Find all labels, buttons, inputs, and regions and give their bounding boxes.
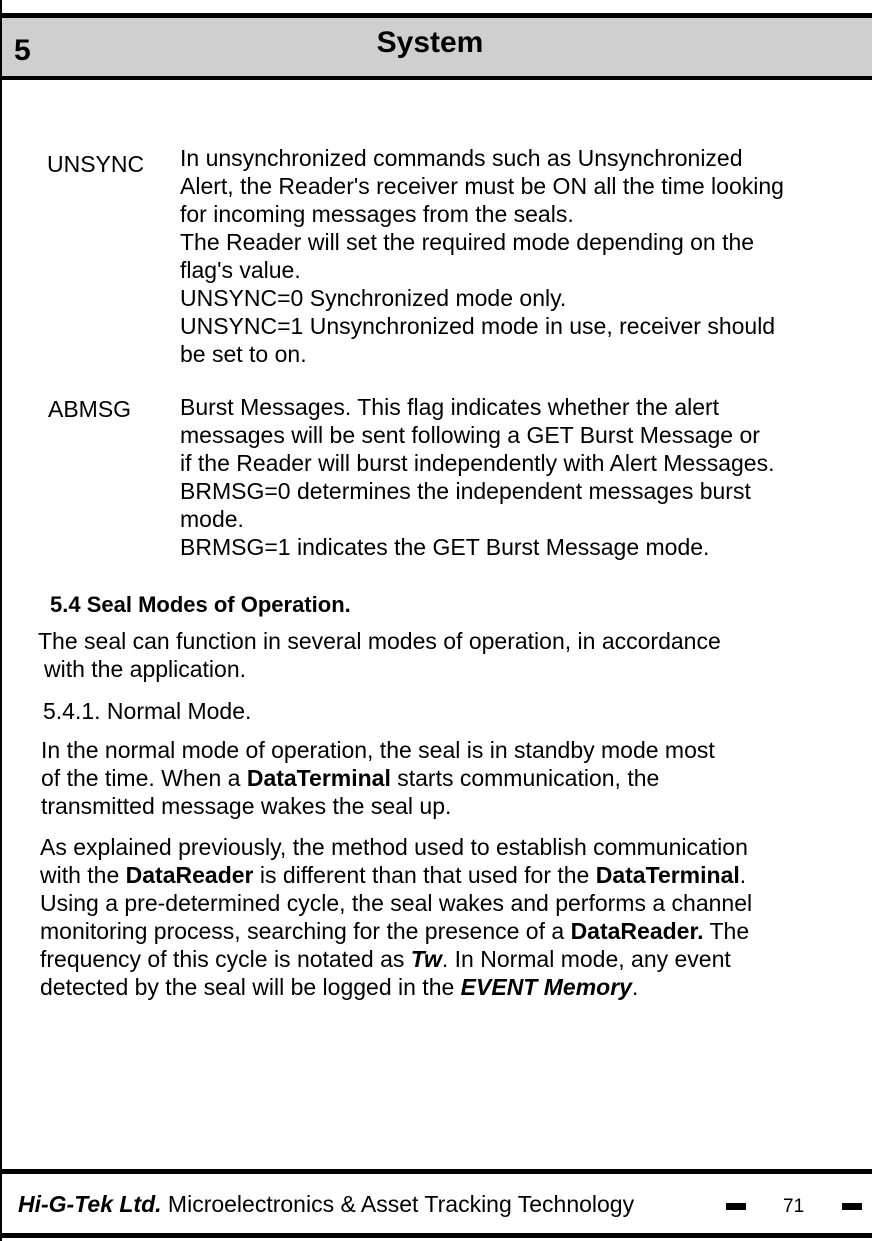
- text-line: if the Reader will burst independently with Alert Messages.: [180, 450, 775, 476]
- text-line: for incoming messages from the seals.: [180, 201, 574, 227]
- page-number: 71: [783, 1196, 805, 1217]
- term-event-memory: EVENT Memory: [460, 974, 632, 1000]
- footer-company: [18, 1191, 634, 1218]
- term-tw: Tw: [410, 946, 442, 972]
- intro-line: The seal can function in several modes of operation, in accordance: [38, 628, 721, 654]
- text-line: monitoring process, searching for the presence of a DataReader. The: [40, 918, 750, 944]
- company-tagline: Microelectronics & Asset Tracking Technology: [161, 1191, 635, 1217]
- footer-dash-right: [842, 1203, 862, 1210]
- intro-line: with the application.: [44, 656, 247, 682]
- definition-term-abmsg: ABMSG: [48, 396, 132, 422]
- text-line: The Reader will set the required mode depending on the: [180, 229, 755, 255]
- text-line: detected by the seal will be logged in the EVENT Memory.: [40, 974, 639, 1000]
- text-line: BRMSG=0 determines the independent messages burst: [180, 478, 751, 504]
- text-line: mode.: [180, 506, 244, 532]
- text-line: BRMSG=1 indicates the GET Burst Message mode.: [180, 534, 710, 560]
- text-line: flag's value.: [180, 257, 301, 283]
- text-line: frequency of this cycle is notated as Tw. In Normal mode, any event: [40, 946, 731, 972]
- header-bottom-rule: [2, 76, 872, 80]
- footer-dash-left: [726, 1203, 746, 1210]
- company-name: Hi-G-Tek Ltd.: [18, 1191, 162, 1217]
- text-line: In unsynchronized commands such as Unsynchronized: [180, 145, 743, 171]
- footer-top-rule: [2, 1169, 872, 1174]
- text-line: In the normal mode of operation, the seal is in standby mode most: [41, 737, 715, 763]
- section-heading: 5.4 Seal Modes of Operation.: [50, 592, 351, 617]
- subsection-heading: 5.4.1. Normal Mode.: [43, 698, 252, 724]
- definition-term-unsync: UNSYNC: [47, 151, 145, 177]
- term-dataterminal: DataTerminal: [246, 765, 391, 791]
- page-title: System: [376, 26, 484, 59]
- text-line: messages will be sent following a GET Burst Message or: [180, 422, 760, 448]
- text-line: with the DataReader is different than that used for the DataTerminal.: [40, 862, 747, 888]
- term-datareader: DataReader: [125, 862, 254, 888]
- text-line: be set to on.: [180, 341, 307, 367]
- text-line: Burst Messages. This flag indicates whether the alert: [180, 394, 720, 420]
- text-line: of the time. When a DataTerminal starts communication, the: [41, 765, 660, 791]
- text-line: UNSYNC=1 Unsynchronized mode in use, receiver should: [180, 313, 776, 339]
- text-line: As explained previously, the method used to establish communication: [40, 834, 748, 860]
- text-line: Alert, the Reader's receiver must be ON all the time looking: [180, 173, 784, 199]
- text-line: UNSYNC=0 Synchronized mode only.: [180, 285, 567, 311]
- text-line: transmitted message wakes the seal up.: [41, 793, 452, 819]
- term-datareader: DataReader.: [570, 918, 704, 944]
- footer-bottom-rule: [2, 1233, 872, 1238]
- page-frame-left: [0, 0, 2, 1241]
- term-dataterminal: DataTerminal: [595, 862, 740, 888]
- text-line: Using a pre-determined cycle, the seal wakes and performs a channel: [40, 890, 753, 916]
- chapter-number: 5: [14, 34, 31, 67]
